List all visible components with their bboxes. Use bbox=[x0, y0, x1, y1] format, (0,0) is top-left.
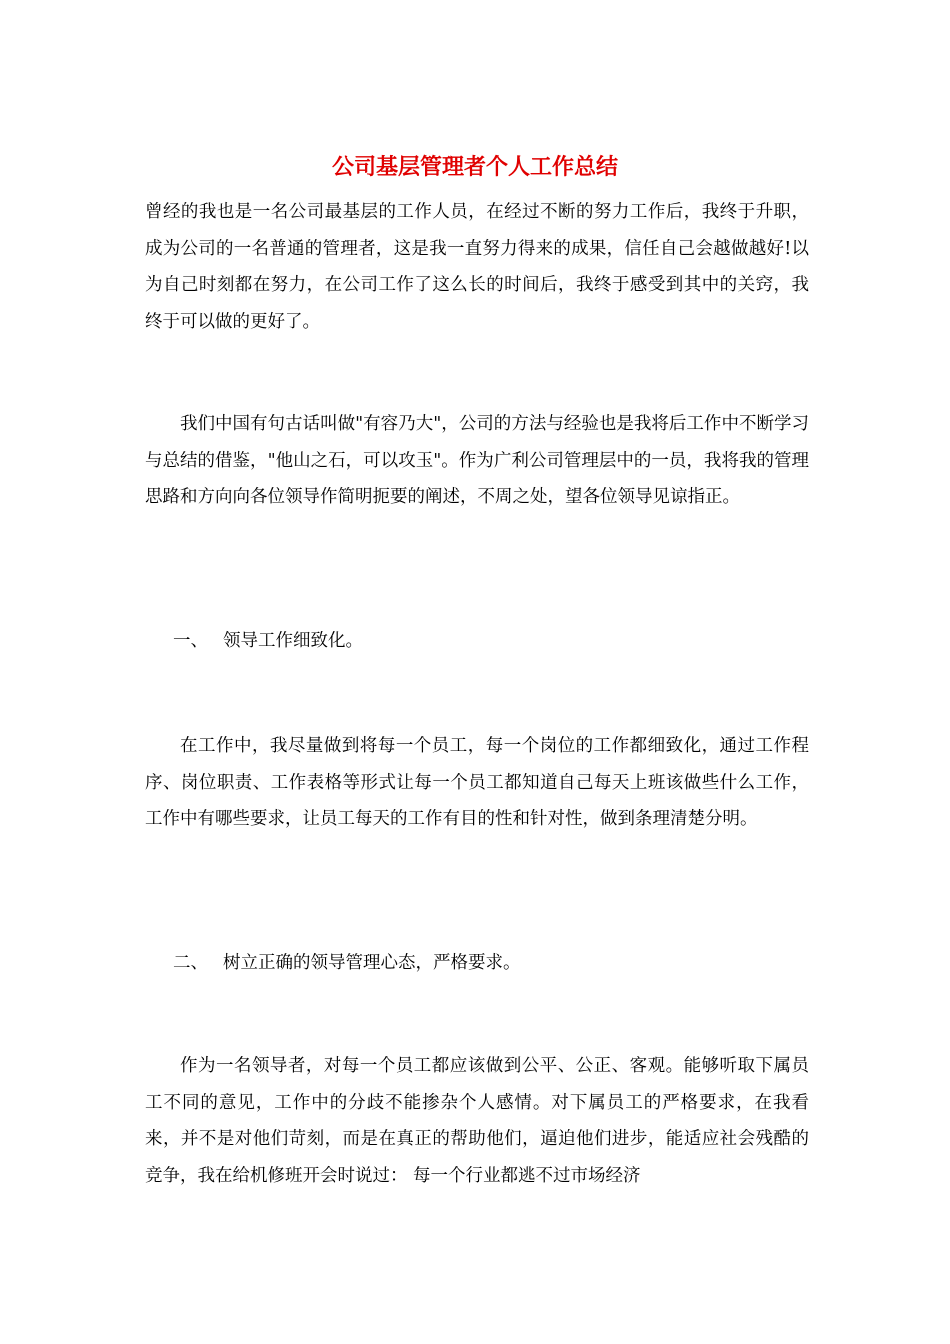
section-title-1: 领导工作细致化。 bbox=[223, 631, 363, 651]
document-title: 公司基层管理者个人工作总结 bbox=[331, 154, 618, 180]
section-number-1: 一、 bbox=[173, 631, 208, 651]
intro-paragraph: 曾经的我也是一名公司最基层的工作人员，在经过不断的努力工作后，我终于升职，成为公司的一名普通的管理者，这是我一直努力得来的成果，信任自己会越做越好!以为自己时刻都在努力，在公司工作了这么长的时间后，我终于感受到其中的关窍，我终于可以做的更好了。 bbox=[145, 202, 809, 332]
section-body-1: 在工作中，我尽量做到将每一个员工，每一个岗位的工作都细致化，通过工作程序、岗位职责、工作表格等形式让每一个员工都知道自己每天上班该做些什么工作，工作中有哪些要求，让员工每天的工作有目的性和针对性，做到条理清楚分明。 bbox=[145, 736, 809, 829]
body-paragraph-2: 我们中国有句古话叫做"有容乃大"，公司的方法与经验也是我将后工作中不断学习与总结的借鉴，"他山之石，可以攻玉"。作为广利公司管理层中的一员，我将我的管理思路和方向向各位领导作简明扼要的阐述，不周之处，望各位领导见谅指正。 bbox=[145, 414, 809, 507]
section-title-2: 树立正确的领导管理心态，严格要求。 bbox=[223, 953, 521, 973]
section-heading-2 bbox=[173, 945, 521, 982]
section-heading-1 bbox=[173, 623, 363, 660]
section-body-2: 作为一名领导者，对每一个员工都应该做到公平、公正、客观。能够听取下属员工不同的意见，工作中的分歧不能掺杂个人感情。对下属员工的严格要求，在我看来，并不是对他们苛刻，而是在真正的帮助他们，逼迫他们进步，能适应社会残酷的竞争，我在给机修班开会时说过： 每一个行业都逃不过市场经济 bbox=[145, 1056, 809, 1186]
section-number-2: 二、 bbox=[173, 953, 208, 973]
